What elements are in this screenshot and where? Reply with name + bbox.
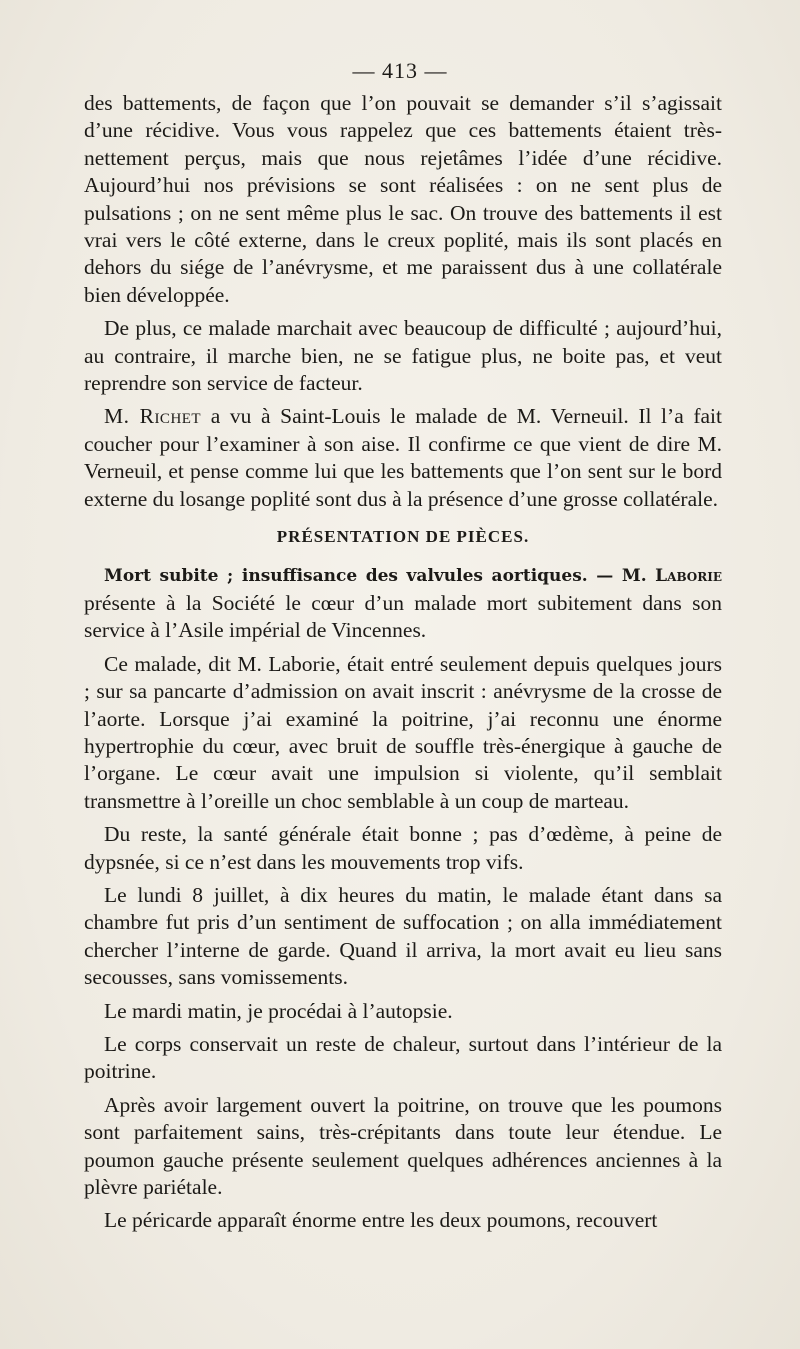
paragraph-patient-history: Ce malade, dit M. Laborie, était entré seulement depuis quelques jours ; sur sa pancarte d’admission on avait inscrit : anévrysme de la crosse de l’aorte. Lorsque j’ai examiné la poitrine, j’ai reconnu une énorme hypertrophie du cœur, avec bruit de souffle très-énergique à gauche de l’organe. Le cœur avait une impulsion si violente, qu’il semblait transmettre à l’oreille un choc semblable à un coup de marteau. — [84, 651, 722, 813]
paragraph-case-intro — [84, 561, 722, 645]
paragraph-death: Le lundi 8 juillet, à dix heures du matin, le malade étant dans sa chambre fut pris d’un sentiment de suffocation ; on alla immédiatement chercher l’interne de garde. Quand il arriva, la mort avait eu lieu sans secousses, sans vomissements. — [84, 882, 722, 990]
case-author: M. Laborie — [621, 565, 722, 586]
body-text — [84, 90, 722, 1241]
paragraph-walking: De plus, ce malade marchait avec beaucoup de difficulté ; aujourd’hui, au contraire, il marche bien, ne se fatigue plus, ne boite pas, et veut reprendre son service de facteur. — [84, 316, 722, 396]
case-title: Mort subite ; insuffisance des valvules aortiques. — [104, 565, 588, 586]
page-number: — 413 — — [352, 58, 448, 83]
paragraph-general-health: Du reste, la santé générale était bonne ; pas d’œdème, à peine de dypsnée, si ce n’est dans les mouvements trop vifs. — [84, 822, 722, 874]
paragraph-richet-text: a vu à Saint-Louis le malade de M. Verneuil. Il l’a fait coucher pour l’examiner à son aise. Il confirme ce que vient de dire M. Verneuil, et pense comme lui que les battements que l’on sent sur le bord externe du losange poplité sont dus à la présence d’une grosse collatérale. — [84, 404, 722, 511]
speaker-richet: M. Richet — [104, 404, 202, 429]
section-heading: PRÉSENTATION DE PIÈCES. — [276, 527, 530, 547]
paragraph-lungs: Après avoir largement ouvert la poitrine, on trouve que les poumons sont parfaitement sains, très-crépitants dans toute leur étendue. Le poumon gauche présente seulement quelques adhérences anciennes à la plèvre pariétale. — [84, 1092, 722, 1200]
paragraph-autopsy: Le mardi matin, je procédai à l’autopsie. — [104, 998, 453, 1023]
paragraph-continuation: des battements, de façon que l’on pouvait se demander s’il s’agissait d’une récidive. Vous vous rappelez que ces battements étaient très-nettement perçus, mais que nous rejetâmes l’idée d’une récidive. Aujourd’hui nos prévisions se sont réalisées : on ne sent plus de pulsations ; on ne sent même plus le sac. On trouve des battements il est vrai vers le côté externe, dans le creux poplité, mais ils sont placés en dehors du siége de l’anévrysme, et me paraissent dus à une collatérale bien développée. — [84, 91, 722, 307]
paragraph-body-heat: Le corps conservait un reste de chaleur, surtout dans l’intérieur de la poitrine. — [84, 1032, 722, 1084]
case-intro-text: présente à la Société le cœur d’un malade mort subitement dans son service à l’Asile impérial de Vincennes. — [84, 590, 722, 643]
case-dash: — — [587, 565, 622, 586]
paragraph-pericardium: Le péricarde apparaît énorme entre les deux poumons, recouvert — [104, 1208, 658, 1233]
paragraph-richet — [84, 403, 722, 513]
